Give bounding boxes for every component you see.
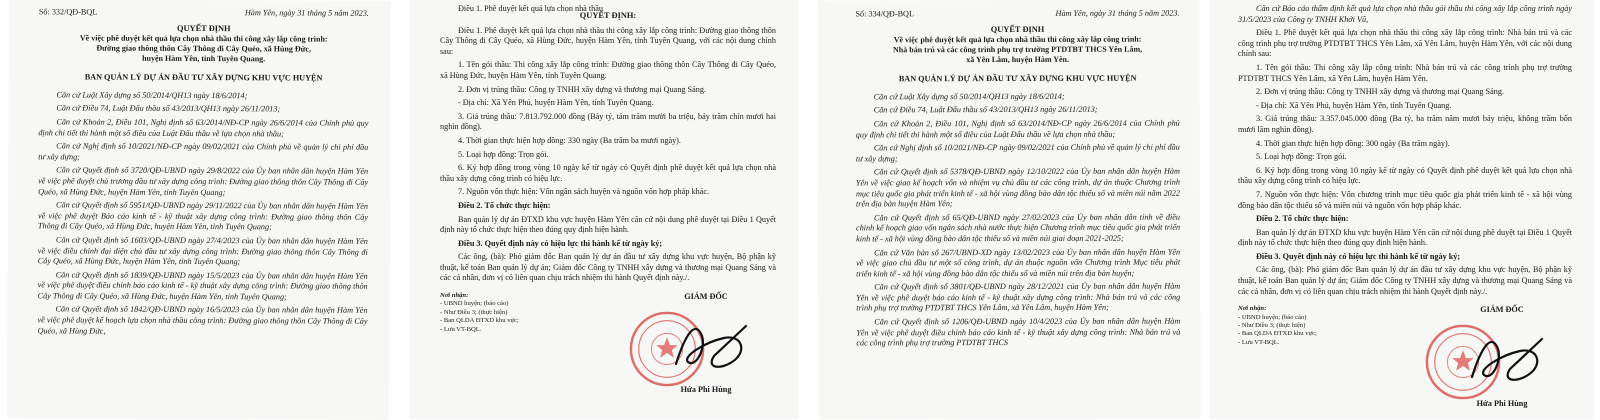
item: 3. Giá trúng thầu: 3.357.045.000 đồng (Ba tỷ, ba trăm năm mươi bảy triệu, không trăm bốn mươi lăm nghìn đồng). <box>1238 114 1572 134</box>
legal-basis: Căn cứ Quyết định số 1839/QĐ-UBND ngày 15/5/2023 của Ủy ban nhân dân huyện Hàm Yên về việc phê duyệt điều chỉnh báo cáo kinh tế - kỹ thuật xây dựng công trình: Đường giao thông thôn Cây Thông đi Cây Quéo, xã Hùng Đức, huyện Hàm Yên, tỉnh Tuyên Quang; <box>37 270 368 302</box>
item: 7. Nguồn vốn thực hiện: Vốn ngân sách huyện và nguồn vốn hợp pháp khác. <box>458 187 710 197</box>
signer-title: GIÁM ĐỐC <box>1480 305 1524 315</box>
item: 3. Giá trúng thầu: 7.813.792.000 đồng (Bảy tỷ, tám trăm mười ba triệu, bảy trăm chín mươi hai nghìn đồng). <box>440 111 776 132</box>
item: 2. Đơn vị trúng thầu: Công ty TNHH xây dựng và thương mại Quang Sáng. <box>458 84 706 94</box>
article-3-text: Các ông, (bà): Phó giám đốc Ban quản lý dự án đầu tư xây dựng khu vực huyện, Bộ phận kỹ thuật, kế toán Ban quản lý dự án; Giám đốc Công ty TNHH xây dựng và thương mại Quang Sáng và các cá nhân, đơn vị có liên quan chịu trách nhiệm thi hành Quyết định này./. <box>1238 265 1572 296</box>
recipients-title: Nơi nhận: <box>1238 305 1267 313</box>
signer <box>1432 305 1572 415</box>
doc-subject-line: huyện Hàm Yên, tỉnh Tuyên Quang. <box>142 53 266 64</box>
legal-basis: Căn cứ Quyết định số 1603/QĐ-UBND ngày 27/4/2023 của Ủy ban nhân dân huyện Hàm Yên về việc điều chỉnh đại diện chủ đầu tư xây dựng công trình: Đường giao thông thôn Cây Thông đi Cây Quéo, xã Hùng Đức, huyện Hàm Yên, tỉnh Tuyên Quang; <box>37 235 368 267</box>
recipient: - UBND huyện; (báo cáo) <box>1238 313 1307 321</box>
signer <box>636 292 776 402</box>
decision-heading: QUYẾT ĐỊNH: <box>579 11 637 20</box>
recipient: - Như Điều 3; (thực hiện) <box>440 308 508 316</box>
legal-basis: Căn cứ Quyết định số 3720/QĐ-UBND ngày 29/8/2022 của Ủy ban nhân dân huyện Hàm Yên về việc phê duyệt chủ trương đầu tư xây dựng công trình: Đường giao thông thôn Cây Thông đi Cây Quéo, xã Hùng Đức, huyện Hàm Yên, tỉnh Tuyên Quang; <box>38 165 369 197</box>
doc-subject-line: Về việc phê duyệt kết quả lựa chọn nhà thầu thi công xây lắp công trình: <box>79 33 328 44</box>
article-2-text: Ban quản lý dự án ĐTXD khu vực huyện Hàm Yên căn cứ nội dung phê duyệt tại Điều 1 Quyết định này tổ chức thực hiện theo đúng quy định hiện hành. <box>440 214 776 235</box>
item: 6. Ký hợp đồng trong vòng 10 ngày kể từ ngày có Quyết định phê duyệt kết quả lựa chọn nhà thầu xây dựng công trình có hiệu lực. <box>1238 165 1572 186</box>
doc-subject-line: Đường giao thông thôn Cây Thông đi Cây Quéo, xã Hùng Đức, <box>96 43 312 54</box>
legal-basis: Căn cứ Điều 74, Luật Đấu thầu số 43/2013/QH13 ngày 26/11/2013; <box>873 105 1098 115</box>
legal-basis: Căn cứ Điều 74, Luật Đấu thầu số 43/2013/QH13 ngày 26/11/2013; <box>56 103 281 114</box>
doc-subject-line: Nhà bán trú và các công trình phụ trợ trường PTDTBT THCS Yên Lâm, <box>893 44 1143 55</box>
doc-title: QUYẾT ĐỊNH <box>990 24 1045 34</box>
doc-header <box>39 7 369 19</box>
item: 7. Nguồn vốn thực hiện: Vốn chương trình mục tiêu quốc gia phát triển kinh tế - xã hội vùng đồng bào dân tộc thiểu số và miền núi và nguồn vốn hợp pháp khác. <box>1238 189 1572 210</box>
signer-name: Hứa Phi Hùng <box>1476 398 1528 408</box>
legal-basis: Căn cứ Quyết định số 3801/QĐ-UBND ngày 28/12/2021 của Ủy ban nhân dân huyện Hàm Yên về việc phê duyệt báo cáo kinh tế - kỹ thuật xây dựng công trình: Nhà bán trú và các công trình phụ trợ trường PTDTBT THCS Yên Lâm, xã Yên Lâm, huyện Hàm Yên; <box>856 281 1181 313</box>
item: 1. Tên gói thầu: Thi công xây lắp công trình: Đường giao thông thôn Cây Thông đi Cây Quéo, xã Hùng Đức, huyện Hàm Yên, tỉnh Tuyên Quang. <box>440 60 776 80</box>
article-3-text: Các ông, (bà): Phó giám đốc Ban quản lý dự án đầu tư xây dựng khu vực huyện, Bộ phận kỹ thuật, kế toán Ban quản lý dự án; Giám đốc Công ty TNHH xây dựng và thương mại Quang Sáng và các cá nhân, đơn vị có liên quan chịu trách nhiệm thi hành Quyết định này./. <box>440 252 776 283</box>
legal-basis: Căn cứ Luật Xây dựng số 50/2014/QH13 ngày 18/6/2014; <box>56 90 248 100</box>
article-1: Điều 1. Phê duyệt kết quả lựa chọn nhà thầu thi công xây lắp công trình: Nhà bán trú và các công trình phụ trợ trường PTDTBT THCS Yên Lâm, xã Yên Lâm, huyện Hàm Yên, với các nội dung chính sau: <box>1238 28 1572 59</box>
recipient: - Lưu VT-BQL. <box>440 325 482 333</box>
recipients <box>1238 305 1388 415</box>
recipients-title: Nơi nhận: <box>440 292 469 300</box>
item: 1. Tên gói thầu: Thi công xây lắp công trình: Nhà bán trú và các công trình phụ trợ trường PTDTBT THCS Yên Lâm, xã Yên Lâm, huyện Hàm Yên. <box>1238 62 1572 83</box>
item: - Địa chỉ: Xã Yên Phú, huyện Hàm Yên, tỉnh Tuyên Quang. <box>458 98 654 108</box>
doc-subject-line: Về việc phê duyệt kết quả lựa chọn nhà thầu thi công xây lắp công trình: <box>893 34 1142 45</box>
doc-number: Số: 334/QĐ-BQL <box>855 9 914 19</box>
signer-name: Hứa Phi Hùng <box>680 385 732 395</box>
doc-date: Hàm Yên, ngày 31 tháng 5 năm 2023. <box>244 8 369 18</box>
item: - Địa chỉ: Xã Yên Phú, huyện Hàm Yên, tỉnh Tuyên Quang. <box>1256 100 1452 110</box>
doc-title: QUYẾT ĐỊNH <box>176 23 231 33</box>
article-2: Điều 2. Tổ chức thực hiện: <box>458 200 551 210</box>
legal-basis: Căn cứ Quyết định số 65/QĐ-UBND ngày 27/02/2023 của Ủy ban nhân dân tỉnh về điều chỉnh kế hoạch giao vốn ngân sách nhà nước thực hiện Chương trình mục tiêu quốc gia phát triển kinh tế - xã hội vùng đồng bào dân tộc thiểu số và miền núi giai đoạn 2021-2025; <box>856 212 1181 244</box>
document-page-1 <box>7 0 391 420</box>
signature-block <box>440 292 776 402</box>
doc-number: Số: 332/QĐ-BQL <box>38 7 98 17</box>
doc-header <box>855 9 1179 20</box>
document-page-3 <box>817 0 1200 419</box>
item: 5. Loại hợp đồng: Trọn gói. <box>458 149 549 159</box>
item: 4. Thời gian thực hiện hợp đồng: 330 ngày (Ba trăm ba mươi ngày). <box>458 135 681 145</box>
article-1: Điều 1. Phê duyệt kết quả lựa chọn nhà thầu thi công xây lắp công trình: Đường giao thông thôn Cây Thông đi Cây Quéo, xã Hùng Đức, huyện Hàm Yên, tỉnh Tuyên Quang, với các nội dung chính sau: <box>440 25 776 56</box>
document-page-2 <box>410 0 798 419</box>
agency-heading: BAN QUẢN LÝ DỰ ÁN ĐẦU TƯ XÂY DỰNG KHU VỰC HUYỆN <box>898 73 1137 84</box>
article-3: Điều 3. Quyết định này có hiệu lực thi hành kể từ ngày ký; <box>458 238 663 248</box>
item: 5. Loại hợp đồng: Trọn gói. <box>1256 152 1347 162</box>
legal-basis: Căn cứ Nghị định số 10/2021/NĐ-CP ngày 09/02/2021 của Chính phủ về quản lý chi phí đầu tư xây dựng; <box>855 142 1180 164</box>
cut-top-line: Điều 1. Phê duyệt kết quả lựa chọn nhà thầu <box>458 4 603 13</box>
legal-basis: Căn cứ Luật Xây dựng số 50/2014/QH13 ngày 18/6/2014; <box>873 91 1065 102</box>
legal-basis: Căn cứ Nghị định số 10/2021/NĐ-CP ngày 09/02/2021 của Chính phủ về quản lý chi phí đầu tư xây dựng; <box>38 141 369 162</box>
legal-basis: Căn cứ Khoản 2, Điều 101, Nghị định số 63/2014/NĐ-CP ngày 26/6/2014 của Chính phủ quy định chi tiết thi hành một số điều của Luật Đấu thầu về lựa chọn nhà thầu; <box>38 117 369 138</box>
handwritten-signature-icon <box>1462 325 1552 395</box>
signature-block <box>1238 305 1572 415</box>
recipient: - Như Điều 3; (thực hiện) <box>1238 322 1306 330</box>
item: 6. Ký hợp đồng trong vòng 10 ngày kể từ ngày có Quyết định phê duyệt kết quả lựa chọn nhà thầu xây dựng công trình có hiệu lực. <box>440 163 776 183</box>
recipient: - Ban QLDA ĐTXD khu vực; <box>440 317 519 325</box>
document-page-4 <box>1210 0 1594 419</box>
article-3: Điều 3. Quyết định này có hiệu lực thi hành kể từ ngày ký; <box>1256 251 1461 261</box>
recipient: - Ban QLDA ĐTXD khu vực; <box>1238 330 1317 338</box>
legal-basis: Căn cứ Quyết định số 5951/QĐ-UBND ngày 29/11/2022 của Ủy ban nhân dân huyện Hàm Yên về việc phê duyệt Báo cáo kinh tế - kỹ thuật xây dựng công trình: Đường giao thông thôn Cây Thông đi Cây Quéo, xã Hùng Đức, huyện Hàm Yên, tỉnh Tuyên Quang; <box>37 200 369 232</box>
doc-date: Hàm Yên, ngày 31 tháng 5 năm 2023. <box>1055 8 1180 18</box>
item: 4. Thời gian thực hiện hợp đồng: 300 ngày (Ba trăm ngày). <box>1256 138 1450 148</box>
recipient: - UBND huyện; (báo cáo) <box>440 300 509 308</box>
legal-basis: Căn cứ Quyết định số 1842/QĐ-UBND ngày 16/5/2023 của Ủy ban nhân dân huyện Hàm Yên về việc phê duyệt kế hoạch lựa chọn nhà thầu công trình: Đường giao thông thôn Cây Thông đi Cây Quéo, xã Hùng Đức, <box>37 304 368 336</box>
handwritten-signature-icon <box>666 312 756 382</box>
signer-title: GIÁM ĐỐC <box>684 292 728 302</box>
article-2: Điều 2. Tổ chức thực hiện: <box>1256 214 1349 224</box>
recipient: - Lưu VT-BQL. <box>1238 338 1280 346</box>
legal-basis: Căn cứ Văn bản số 267/UBND-XD ngày 13/02/2023 của Ủy ban nhân dân huyện Hàm Yên về việc giao chủ đầu tư một số công trình, dự án thuộc nguồn vốn Chương trình Mục tiêu phát triển kinh tế - xã hội vùng đồng bào dân tộc thiểu số và miền núi trên địa bàn huyện; <box>856 247 1181 279</box>
legal-basis: Căn cứ Khoản 2, Điều 101, Nghị định số 63/2014/NĐ-CP ngày 26/6/2014 của Chính phủ quy định chi tiết thi hành một số điều của Luật Đấu thầu về lựa chọn nhà thầu; <box>855 118 1180 139</box>
article-2-text: Ban quản lý dự án ĐTXD khu vực huyện Hàm Yên căn cứ nội dung phê duyệt tại Điều 1 Quyết định này tổ chức thực hiện theo đúng quy định hiện hành. <box>1238 227 1572 248</box>
legal-basis: Căn cứ Báo cáo thẩm định kết quả lựa chọn nhà thầu gói thầu thi công xây lắp công trình ngày 31/5/2023 của Công ty TNHH Khởi Vũ, <box>1238 4 1572 24</box>
agency-heading: BAN QUẢN LÝ DỰ ÁN ĐẦU TƯ XÂY DỰNG KHU VỰC HUYỆN <box>84 72 323 83</box>
legal-basis: Căn cứ Quyết định số 5378/QĐ-UBND ngày 12/10/2022 của Ủy ban nhân dân huyện Hàm Yên về việc giao kế hoạch vốn và nhiệm vụ chủ đầu tư các công trình, dự án thuộc Chương trình mục tiêu quốc gia phát triển kinh tế - xã hội vùng đồng bào dân tộc thiểu số và miền núi năm 2022 trên địa bàn huyện Hàm Yên; <box>855 166 1180 209</box>
recipients <box>440 292 590 402</box>
legal-basis: Căn cứ Quyết định số 1206/QĐ-UBND ngày 10/4/2023 của Ủy ban nhân dân huyện Hàm Yên về việc phê duyệt điều chỉnh báo cáo kinh tế - kỹ thuật xây dựng công trình: Nhà bán trú và các công trình phụ trợ trường PTDTBT THCS <box>856 316 1181 348</box>
doc-subject-line: xã Yên Lâm, huyện Hàm Yên. <box>966 55 1069 65</box>
item: 2. Đơn vị trúng thầu: Công ty TNHH xây dựng và thương mại Quang Sáng. <box>1256 87 1504 97</box>
